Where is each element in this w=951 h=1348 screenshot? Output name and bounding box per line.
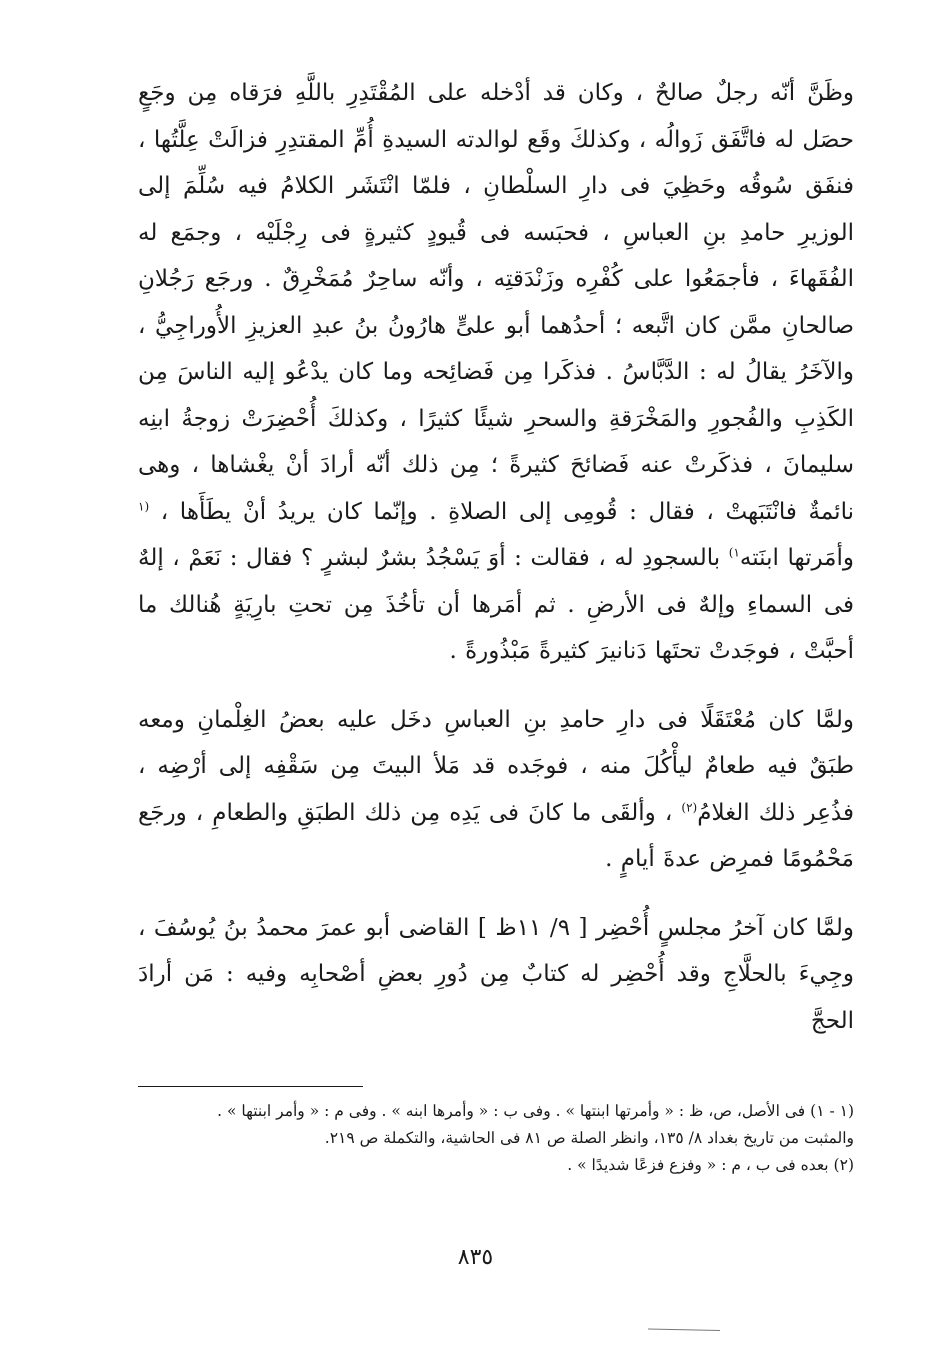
paragraph-3 bbox=[138, 905, 854, 1045]
footnote-marker-1-open: (١ bbox=[138, 498, 150, 513]
scan-artifact-line bbox=[648, 1328, 720, 1332]
text-segment: ولمَّا كان آخرُ مجلسٍ أُحْضِر [ ٩/ ١١ظ ] القاضى أبو عمرَ محمدُ بنُ يُوسُفَ ، وجِيءَ بالحلَّاجِ وقد أُحْضِر له كتابٌ مِن دُورِ بعضِ أصْحابِه وفيه : مَن أرادَ الحجَّ bbox=[138, 914, 854, 1034]
footnote-marker-2: (٢) bbox=[681, 799, 698, 814]
text-segment: ولمَّا كان مُعْتَقَلًا فى دارِ حامدِ بنِ العباسِ دخَل عليه بعضُ الغِلْمانِ ومعه طبَقٌ فيه طعامٌ ليأْكُلَ منه ، فوجَده قد مَلأ البيتَ مِن سَقْفِه إلى أرْضِه ، فذُعِر ذلك الغلامُ bbox=[138, 706, 854, 826]
main-text bbox=[138, 70, 854, 1044]
text-segment: وظَنَّ أنّه رجلٌ صالحٌ ، وكان قد أدْخله على المُقْتَدِرِ باللَّهِ فرَقاه مِن وجَعٍ حصَل له فاتَّفَق زَوالُه ، وكذلكَ وقَع لوالدته السيدةِ أُمِّ المقتدِرِ فزالَتْ عِلَّتُها ، فنفَق سُوقُه وحَظِيَ فى دارِ السلْطانِ ، فلمّا انْتَشَر الكلامُ فيه سُلِّمَ إلى الوزيرِ حامدِ بنِ العباسِ ، فحبَسه فى قُيودٍ كثيرةٍ فى رِجْلَيْه ، وجمَع له الفُقَهاءَ ، فأجمَعُوا على كُفْرِه وزَنْدَقتِه ، وأنّه ساحِرٌ مُمَخْرِقٌ . ورجَع رَجُلانِ صالحانِ ممَّن كان اتَّبعه ؛ أحدُهما أبو علىٍّ هارُونُ بنُ عبدِ العزيزِ الأُوراجِيُّ ، والآخَرُ يقالُ له : الدَّبَّاسُ . فذكَرا مِن فَضائِحه وما كان يدْعُو إليه الناسَ مِن الكَذِبِ والفُجورِ والمَخْرَقةِ والسحرِ شيئًا كثيرًا ، وكذلكَ أُحْضِرَتْ زوجةُ ابنِه سليمانَ ، فذكَرتْ عنه فَضائحَ كثيرةً ؛ مِن ذلك أنّه أرادَ أنْ يغْشاها ، وهى نائمةٌ فانْتَبَهتْ ، فقال : قُومِى إلى الصلاةِ . وإنّما كان يريدُ أنْ يطَأَها ، bbox=[138, 80, 854, 525]
footnote-line: (١ - ١) فى الأصل، ص، ظ : « وأمرتها ابنتها » . وفى ب : « وأمرها ابنه » . وفى م : « وأمر ابنتها » . bbox=[217, 1102, 854, 1120]
footnote-divider bbox=[138, 1086, 363, 1087]
paragraph-1 bbox=[138, 70, 854, 675]
footnote-line: والمثبت من تاريخ بغداد ٨/ ١٣٥، وانظر الصلة ص ٨١ فى الحاشية، والتكملة ص ٢١٩. bbox=[324, 1129, 854, 1147]
text-segment: وأمَرتها ابنَته bbox=[739, 545, 854, 571]
footnote-marker-1-close: ١) bbox=[728, 545, 740, 560]
page-number: ٨٣٥ bbox=[457, 1245, 494, 1270]
footnote-line: (٢) بعده فى ب ، م : « وفزع فزعًا شديدًا » . bbox=[567, 1156, 854, 1174]
text-segment: ، وألقَى ما كانَ فى يَدِه مِن ذلك الطبَقِ والطعامِ ، ورجَع مَحْمُومًا فمرِض عدةَ أيامٍ . bbox=[138, 799, 854, 872]
paragraph-2 bbox=[138, 697, 854, 883]
text-segment: بالسجودِ له ، فقالت : أوَ يَسْجُدُ بشرٌ لبشرٍ ؟ فقال : نَعَمْ ، إلهٌ فى السماءِ وإلهٌ فى الأرضِ . ثم أمَرها أن تأخُذَ مِن تحتِ بارِيَةٍ هُنالك ما أحبَّتْ ، فوجَدتْ تحتَها دَنانيرَ كثيرةً مَبْذُورةً . bbox=[138, 545, 854, 664]
footnotes bbox=[138, 1098, 854, 1179]
